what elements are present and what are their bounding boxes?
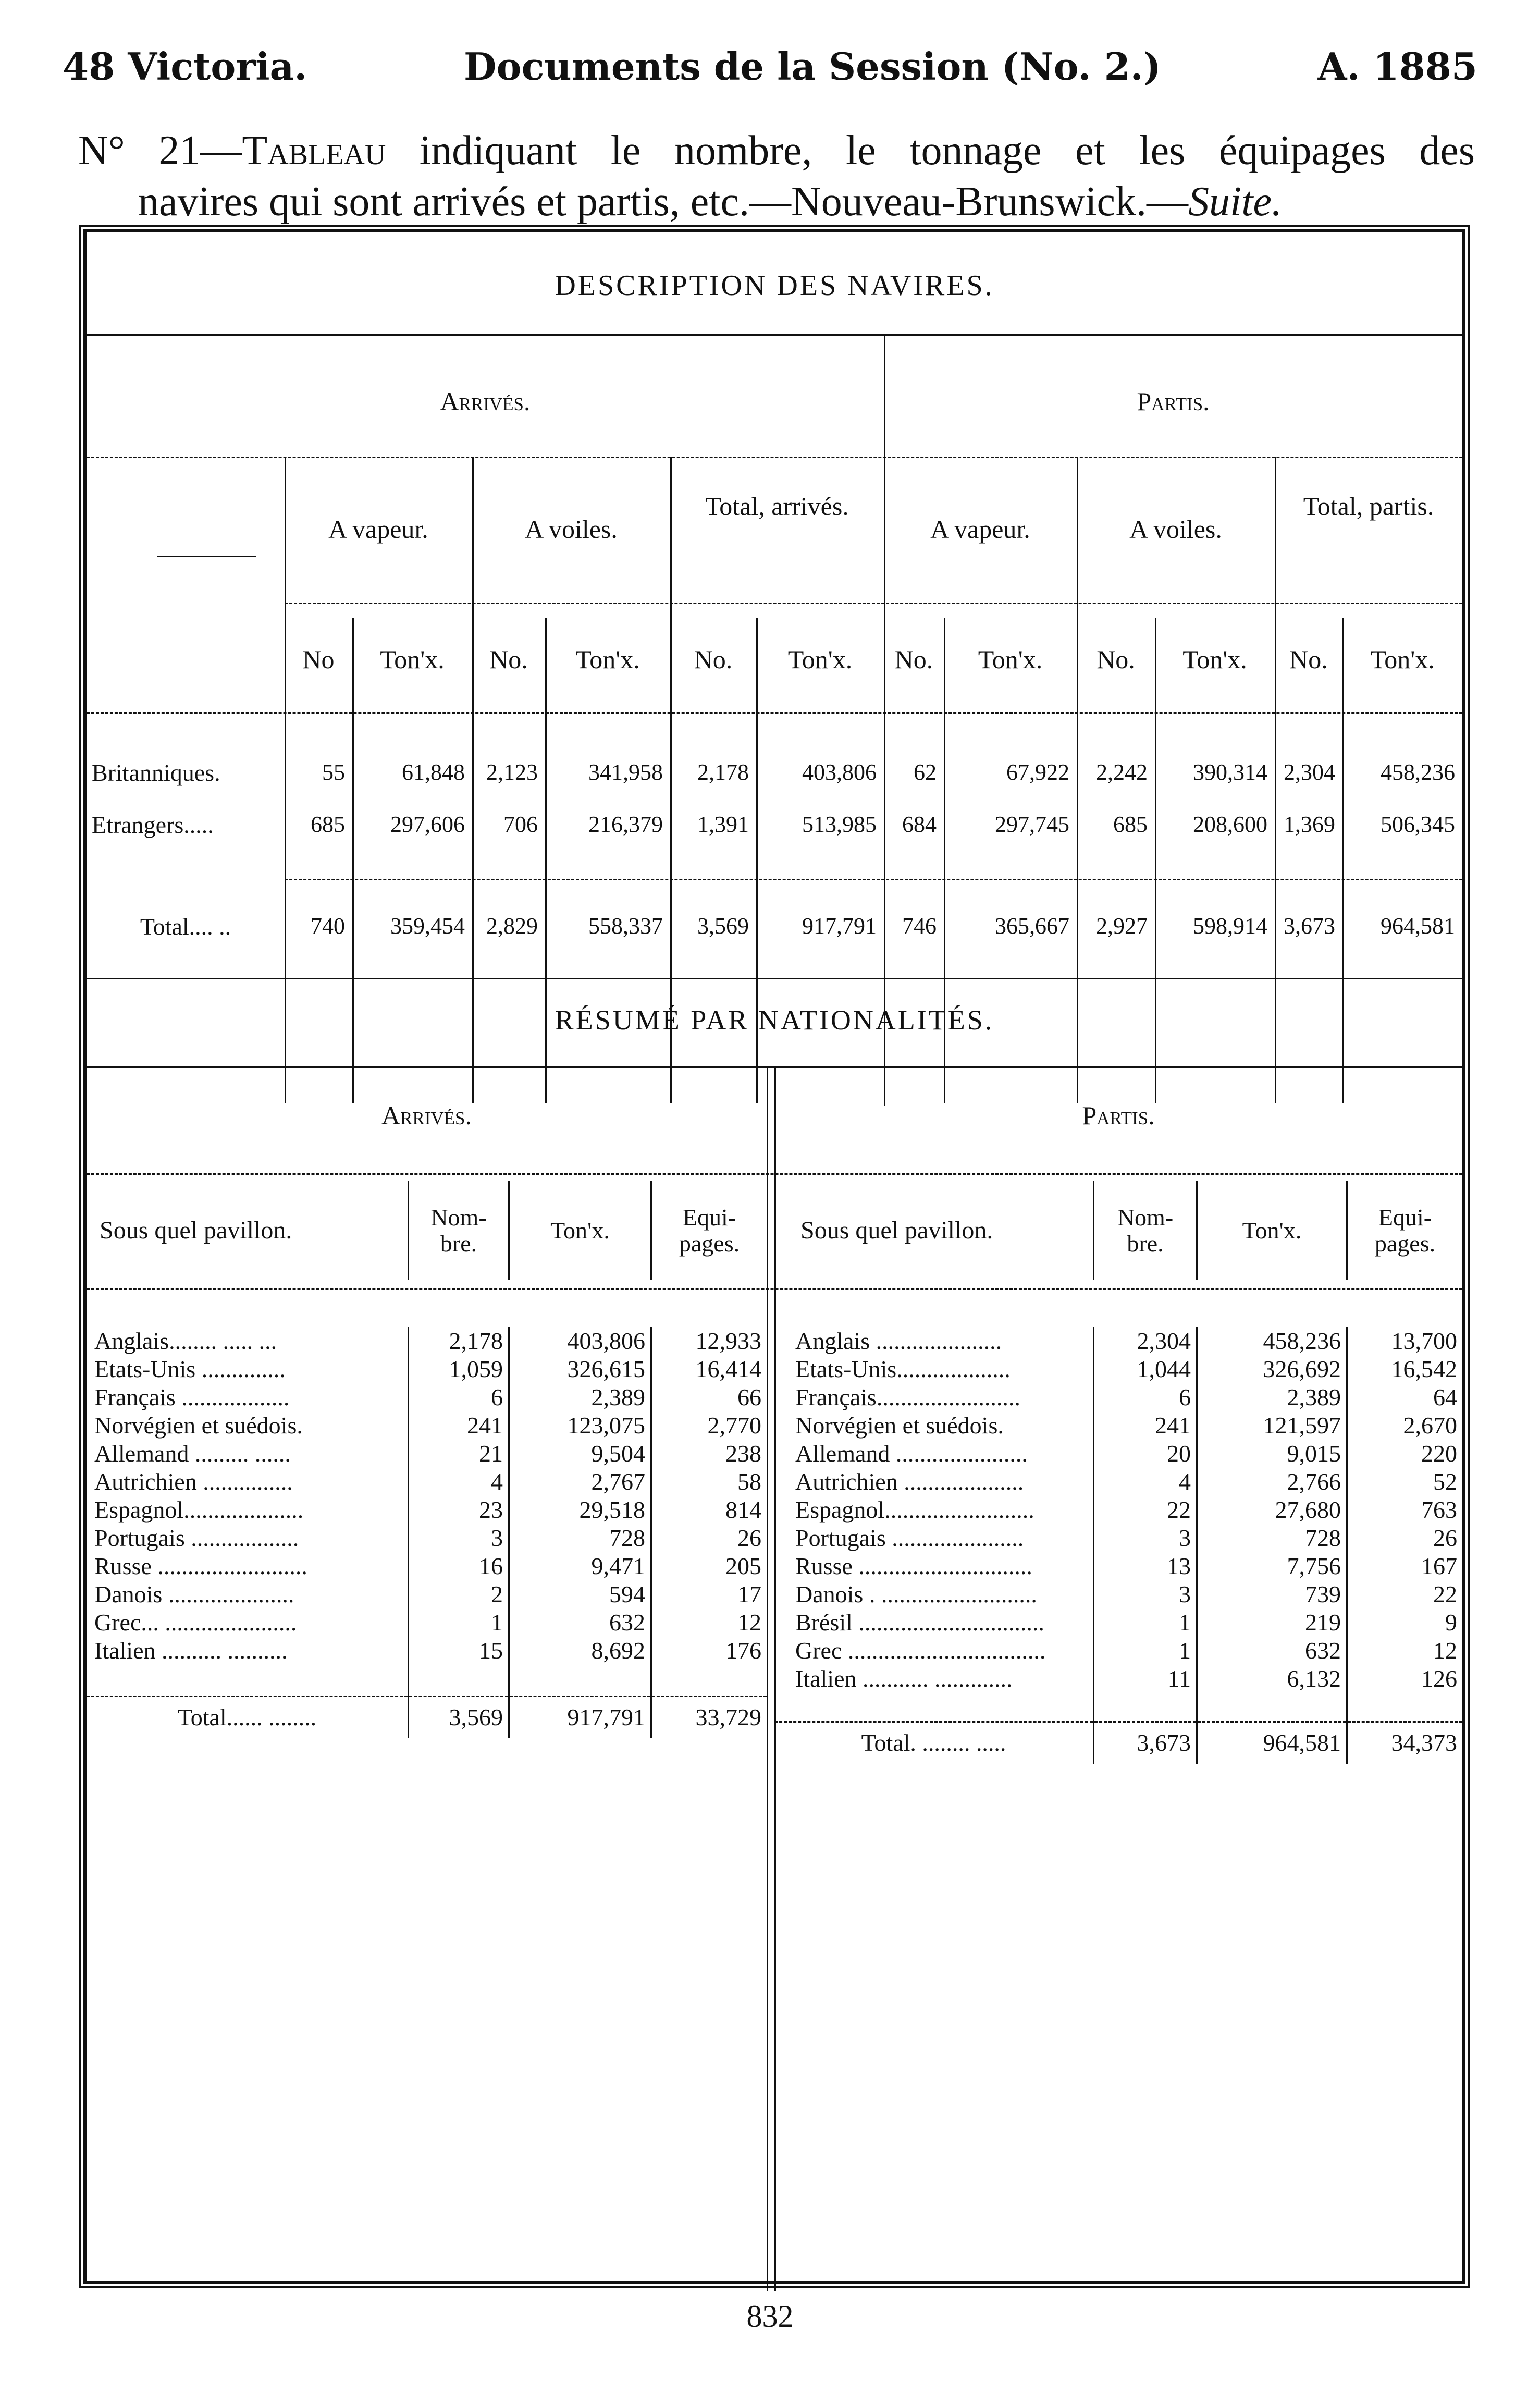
britanniques-row-value: 2,242 <box>1096 759 1148 785</box>
nationality-value: 763 <box>1347 1496 1463 1524</box>
nationality-row <box>774 1665 1462 1693</box>
resume-title: RÉSUMÉ PAR NATIONALITÉS. <box>555 1004 994 1036</box>
britanniques-row-value: 62 <box>914 759 937 785</box>
britanniques-row-value: 2,123 <box>486 759 538 785</box>
title-text-2: navires qui sont arrivés et partis, etc.—Nouveau-Brunswick.— <box>138 179 1189 225</box>
nationality-row <box>87 1552 767 1580</box>
nationality-value: 814 <box>651 1496 767 1524</box>
nationality-value: 326,692 <box>1197 1355 1347 1383</box>
group-header-vapeur-partis: A vapeur. <box>930 514 1030 544</box>
nationality-value: 6 <box>409 1383 509 1411</box>
etrangers-row-label: Etrangers..... <box>92 812 214 838</box>
nationality-name: Anglais........ ..... ... <box>94 1328 277 1354</box>
nationality-total-row <box>87 1696 767 1738</box>
nationality-value: 403,806 <box>509 1327 651 1355</box>
nationality-value: 176 <box>651 1637 767 1665</box>
nationality-name: Portugais ...................... <box>795 1525 1024 1551</box>
nationality-value: 121,597 <box>1197 1411 1347 1440</box>
nationality-name: Allemand ...................... <box>795 1440 1028 1467</box>
nationality-row <box>774 1383 1462 1411</box>
spacer-cell <box>774 1693 1094 1722</box>
running-header-left: 48 Victoria. <box>63 44 307 89</box>
nationality-value: 9,504 <box>509 1440 651 1468</box>
nationality-value: 3 <box>409 1524 509 1552</box>
britanniques-row-value: 403,806 <box>802 759 877 785</box>
spacer-cell <box>409 1665 509 1696</box>
rule <box>285 879 1462 880</box>
subheader-no: No. <box>489 645 528 674</box>
nationality-name: Français........................ <box>795 1384 1020 1410</box>
nationality-name: Grec ................................. <box>795 1637 1046 1664</box>
nationality-value: 21 <box>409 1440 509 1468</box>
nationality-total-row <box>774 1722 1462 1764</box>
nationality-value: 2,389 <box>509 1383 651 1411</box>
nationality-value: 458,236 <box>1197 1327 1347 1355</box>
nationality-value: 9 <box>1347 1609 1463 1637</box>
spacer-cell <box>1347 1693 1463 1722</box>
nationality-value: 126 <box>1347 1665 1463 1693</box>
rule <box>285 603 1462 604</box>
nationality-value: 1,044 <box>1094 1355 1197 1383</box>
subheader-no: No <box>302 645 335 674</box>
nationality-name: Allemand ......... ...... <box>94 1440 291 1467</box>
nationality-value: 728 <box>1197 1524 1347 1552</box>
nationality-value: 13 <box>1094 1552 1197 1580</box>
nationality-value: 12,933 <box>651 1327 767 1355</box>
britanniques-row-value: 67,922 <box>1006 759 1069 785</box>
col-header-tonnage: Ton'x. <box>1197 1181 1347 1280</box>
etrangers-row-value: 506,345 <box>1381 812 1455 837</box>
nationality-row <box>774 1580 1462 1609</box>
nationality-name: Brésil ............................... <box>795 1609 1044 1636</box>
title-label: Tableau <box>242 128 386 174</box>
total-row-value: 365,667 <box>995 913 1069 939</box>
britanniques-row-value: 55 <box>322 759 345 785</box>
britanniques-row-value: 390,314 <box>1193 759 1267 785</box>
nationality-value: 219 <box>1197 1609 1347 1637</box>
nationality-value: 1 <box>1094 1609 1197 1637</box>
description-title: DESCRIPTION DES NAVIRES. <box>555 269 994 302</box>
page-number: 832 <box>746 2299 794 2334</box>
running-header-center: Documents de la Session (No. 2.) <box>464 44 1161 89</box>
etrangers-row-value: 706 <box>503 812 538 837</box>
spacer-cell <box>1094 1693 1197 1722</box>
nationality-value: 2,670 <box>1347 1411 1463 1440</box>
nationality-row <box>774 1609 1462 1637</box>
etrangers-row-value: 685 <box>1113 812 1148 837</box>
nationality-value: 238 <box>651 1440 767 1468</box>
nationality-value: 2,304 <box>1094 1327 1197 1355</box>
resume-partis-table <box>774 1181 1462 1280</box>
nationality-row <box>87 1327 767 1355</box>
running-header-right: A. 1885 <box>1317 44 1477 89</box>
nationality-row <box>87 1637 767 1665</box>
nationality-row <box>87 1355 767 1383</box>
total-row-value: 2,829 <box>486 913 538 939</box>
col-header-nombre: Nom- bre. <box>409 1181 509 1280</box>
nationality-row <box>87 1580 767 1609</box>
nationality-value: 220 <box>1347 1440 1463 1468</box>
title-suite: Suite. <box>1188 179 1283 225</box>
nationality-value: 6,132 <box>1197 1665 1347 1693</box>
nationality-value: 12 <box>1347 1637 1463 1665</box>
etrangers-row-value: 685 <box>311 812 345 837</box>
rule <box>87 712 1462 714</box>
total-row-value: 917,791 <box>802 913 877 939</box>
nationality-row <box>87 1496 767 1524</box>
nationality-name: Russe ......................... <box>94 1553 307 1579</box>
nationality-value: 3 <box>1094 1580 1197 1609</box>
nationality-value: 632 <box>509 1609 651 1637</box>
etrangers-row-value: 684 <box>902 812 937 837</box>
rule <box>87 334 1462 336</box>
total-row-label: Total.... .. <box>140 913 231 940</box>
nationality-value: 241 <box>1094 1411 1197 1440</box>
total-value: 3,569 <box>409 1696 509 1738</box>
nationality-value: 16,414 <box>651 1355 767 1383</box>
nationality-value: 13,700 <box>1347 1327 1463 1355</box>
spacer-cell <box>87 1665 409 1696</box>
nationality-name: Portugais .................. <box>94 1525 299 1551</box>
col-header-equipages: Equi- pages. <box>1347 1181 1463 1280</box>
total-row-value: 558,337 <box>588 913 663 939</box>
nationality-value: 23 <box>409 1496 509 1524</box>
title-dash: — <box>200 128 242 174</box>
nationality-value: 66 <box>651 1383 767 1411</box>
nationality-row <box>774 1552 1462 1580</box>
col-header-pavillon: Sous quel pavillon. <box>800 1217 993 1244</box>
arrives-header: Arrivés. <box>440 387 531 416</box>
britanniques-row-value: 61,848 <box>402 759 465 785</box>
nationality-row <box>774 1411 1462 1440</box>
nationality-name: Autrichien .................... <box>795 1468 1024 1495</box>
group-header-vapeur-arrives: A vapeur. <box>328 514 428 544</box>
etrangers-row-value: 1,391 <box>697 812 749 837</box>
nationality-value: 6 <box>1094 1383 1197 1411</box>
nationality-value: 7,756 <box>1197 1552 1347 1580</box>
etrangers-row-value: 208,600 <box>1193 812 1267 837</box>
subheader-tonnage: Ton'x. <box>575 645 640 674</box>
nationality-name: Danois ..................... <box>94 1581 294 1607</box>
nationality-value: 9,015 <box>1197 1440 1347 1468</box>
partis-header: Partis. <box>1137 387 1210 416</box>
nationality-value: 16,542 <box>1347 1355 1463 1383</box>
nationality-value: 22 <box>1094 1496 1197 1524</box>
total-value: 33,729 <box>651 1696 767 1738</box>
total-row-value: 2,927 <box>1096 913 1148 939</box>
total-value: 34,373 <box>1347 1722 1463 1764</box>
total-value: 3,673 <box>1094 1722 1197 1764</box>
table-frame <box>83 229 1465 2284</box>
britanniques-row-value: 2,304 <box>1284 759 1335 785</box>
rule <box>87 978 1462 979</box>
nationality-name: Russe ............................. <box>795 1553 1032 1579</box>
nationality-value: 594 <box>509 1580 651 1609</box>
nationality-value: 11 <box>1094 1665 1197 1693</box>
britanniques-row-value: 2,178 <box>697 759 749 785</box>
nationality-name: Norvégien et suédois. <box>94 1412 303 1439</box>
group-header-total-arrives: Total, arrivés. <box>705 492 849 521</box>
britanniques-row-label: Britanniques. <box>92 759 220 786</box>
total-label: Total...... ........ <box>87 1696 409 1738</box>
group-header-voiles-partis: A voiles. <box>1129 514 1222 544</box>
nationality-name: Espagnol.................... <box>94 1496 304 1523</box>
nationality-value: 17 <box>651 1580 767 1609</box>
spacer-cell <box>651 1665 767 1696</box>
col-header-equipages: Equi- pages. <box>651 1181 767 1280</box>
nationality-value: 2,766 <box>1197 1468 1347 1496</box>
subheader-no: No. <box>1097 645 1135 674</box>
title-text-1: indiquant le nombre, le tonnage et les équipages des <box>386 128 1475 174</box>
nationality-value: 3 <box>1094 1524 1197 1552</box>
total-value: 917,791 <box>509 1696 651 1738</box>
subheader-no: No. <box>1289 645 1328 674</box>
etrangers-row-value: 1,369 <box>1284 812 1335 837</box>
nationality-value: 4 <box>1094 1468 1197 1496</box>
nationality-name: Anglais ..................... <box>795 1328 1002 1354</box>
nationality-value: 2,178 <box>409 1327 509 1355</box>
nationality-name: Italien ........... ............. <box>795 1665 1013 1692</box>
nationality-value: 12 <box>651 1609 767 1637</box>
nationality-name: Grec... ...................... <box>94 1609 297 1636</box>
nationality-row <box>87 1524 767 1552</box>
etrangers-row-value: 216,379 <box>588 812 663 837</box>
britanniques-row-value: 341,958 <box>588 759 663 785</box>
nationality-value: 1 <box>1094 1637 1197 1665</box>
nationality-value: 22 <box>1347 1580 1463 1609</box>
nationality-value: 27,680 <box>1197 1496 1347 1524</box>
subheader-tonnage: Ton'x. <box>787 645 853 674</box>
resume-partis-header: Partis. <box>1082 1101 1155 1130</box>
nationality-value: 632 <box>1197 1637 1347 1665</box>
nationality-value: 26 <box>651 1524 767 1552</box>
total-row-value: 598,914 <box>1193 913 1267 939</box>
nationality-name: Italien .......... .......... <box>94 1637 288 1664</box>
nationality-value: 739 <box>1197 1580 1347 1609</box>
total-value: 964,581 <box>1197 1722 1347 1764</box>
nationality-value: 1 <box>409 1609 509 1637</box>
nationality-row <box>87 1411 767 1440</box>
nationality-value: 8,692 <box>509 1637 651 1665</box>
nationality-row <box>774 1496 1462 1524</box>
group-header-voiles-arrives: A voiles. <box>525 514 618 544</box>
nationality-row <box>87 1440 767 1468</box>
nationality-value: 26 <box>1347 1524 1463 1552</box>
nationality-row <box>87 1609 767 1637</box>
nationality-value: 58 <box>651 1468 767 1496</box>
nationality-row <box>774 1327 1462 1355</box>
rule <box>87 457 1462 458</box>
nationality-value: 2 <box>409 1580 509 1609</box>
etrangers-row-value: 297,745 <box>995 812 1069 837</box>
nationality-row <box>87 1383 767 1411</box>
nationality-value: 123,075 <box>509 1411 651 1440</box>
subheader-tonnage: Ton'x. <box>1182 645 1247 674</box>
nationality-name: Français .................. <box>94 1384 290 1410</box>
nationality-name: Norvégien et suédois. <box>795 1412 1004 1439</box>
nationality-name: Etats-Unis .............. <box>94 1356 286 1382</box>
nationality-value: 205 <box>651 1552 767 1580</box>
nationality-value: 2,389 <box>1197 1383 1347 1411</box>
etrangers-row-value: 513,985 <box>802 812 877 837</box>
total-label: Total. ........ ..... <box>774 1722 1094 1764</box>
nationality-value: 1,059 <box>409 1355 509 1383</box>
nationality-value: 326,615 <box>509 1355 651 1383</box>
nationality-name: Etats-Unis................... <box>795 1356 1011 1382</box>
etrangers-row-value: 297,606 <box>390 812 465 837</box>
nationality-value: 52 <box>1347 1468 1463 1496</box>
total-row-value: 964,581 <box>1381 913 1455 939</box>
rule <box>87 1288 1462 1290</box>
nationality-row <box>774 1637 1462 1665</box>
col-header-pavillon: Sous quel pavillon. <box>100 1217 292 1244</box>
nationality-row <box>774 1355 1462 1383</box>
nationality-row <box>87 1468 767 1496</box>
nationality-value: 241 <box>409 1411 509 1440</box>
resume-divider <box>767 1066 768 2291</box>
total-row-value: 746 <box>902 913 937 939</box>
spacer-row <box>774 1693 1462 1722</box>
nationality-value: 4 <box>409 1468 509 1496</box>
subheader-tonnage: Ton'x. <box>978 645 1043 674</box>
nationality-value: 16 <box>409 1552 509 1580</box>
nationality-name: Espagnol......................... <box>795 1496 1034 1523</box>
britanniques-row-value: 458,236 <box>1381 759 1455 785</box>
total-row-value: 359,454 <box>390 913 465 939</box>
resume-arrives-rows <box>87 1327 767 1738</box>
total-row-value: 740 <box>311 913 345 939</box>
nationality-value: 728 <box>509 1524 651 1552</box>
subheader-tonnage: Ton'x. <box>1370 645 1435 674</box>
subheader-no: No. <box>894 645 933 674</box>
group-header-total-partis: Total, partis. <box>1303 492 1434 521</box>
nationality-value: 9,471 <box>509 1552 651 1580</box>
spacer-cell <box>1197 1693 1347 1722</box>
total-row-value: 3,569 <box>697 913 749 939</box>
subheader-tonnage: Ton'x. <box>380 645 445 674</box>
nationality-value: 2,767 <box>509 1468 651 1496</box>
nationality-row <box>774 1440 1462 1468</box>
nationality-row <box>774 1524 1462 1552</box>
spacer-row <box>87 1665 767 1696</box>
nationality-value: 167 <box>1347 1552 1463 1580</box>
nationality-value: 20 <box>1094 1440 1197 1468</box>
resume-arrives-header: Arrivés. <box>381 1101 472 1130</box>
nationality-value: 15 <box>409 1637 509 1665</box>
resume-arrives-table <box>87 1181 767 1280</box>
title-number: N° 21 <box>78 128 201 174</box>
spacer-cell <box>509 1665 651 1696</box>
resume-partis-rows <box>774 1327 1462 1764</box>
col-header-nombre: Nom- bre. <box>1094 1181 1197 1280</box>
col-header-tonnage: Ton'x. <box>509 1181 651 1280</box>
nationality-name: Autrichien ............... <box>94 1468 293 1495</box>
table-title <box>78 125 1475 227</box>
row-header-dash <box>157 556 256 557</box>
nationality-value: 2,770 <box>651 1411 767 1440</box>
nationality-value: 64 <box>1347 1383 1463 1411</box>
arrives-partis-divider <box>884 334 885 1106</box>
nationality-value: 29,518 <box>509 1496 651 1524</box>
nationality-name: Danois . .......................... <box>795 1581 1037 1607</box>
total-row-value: 3,673 <box>1284 913 1335 939</box>
nationality-row <box>774 1468 1462 1496</box>
subheader-no: No. <box>694 645 733 674</box>
rule <box>87 1173 1462 1175</box>
